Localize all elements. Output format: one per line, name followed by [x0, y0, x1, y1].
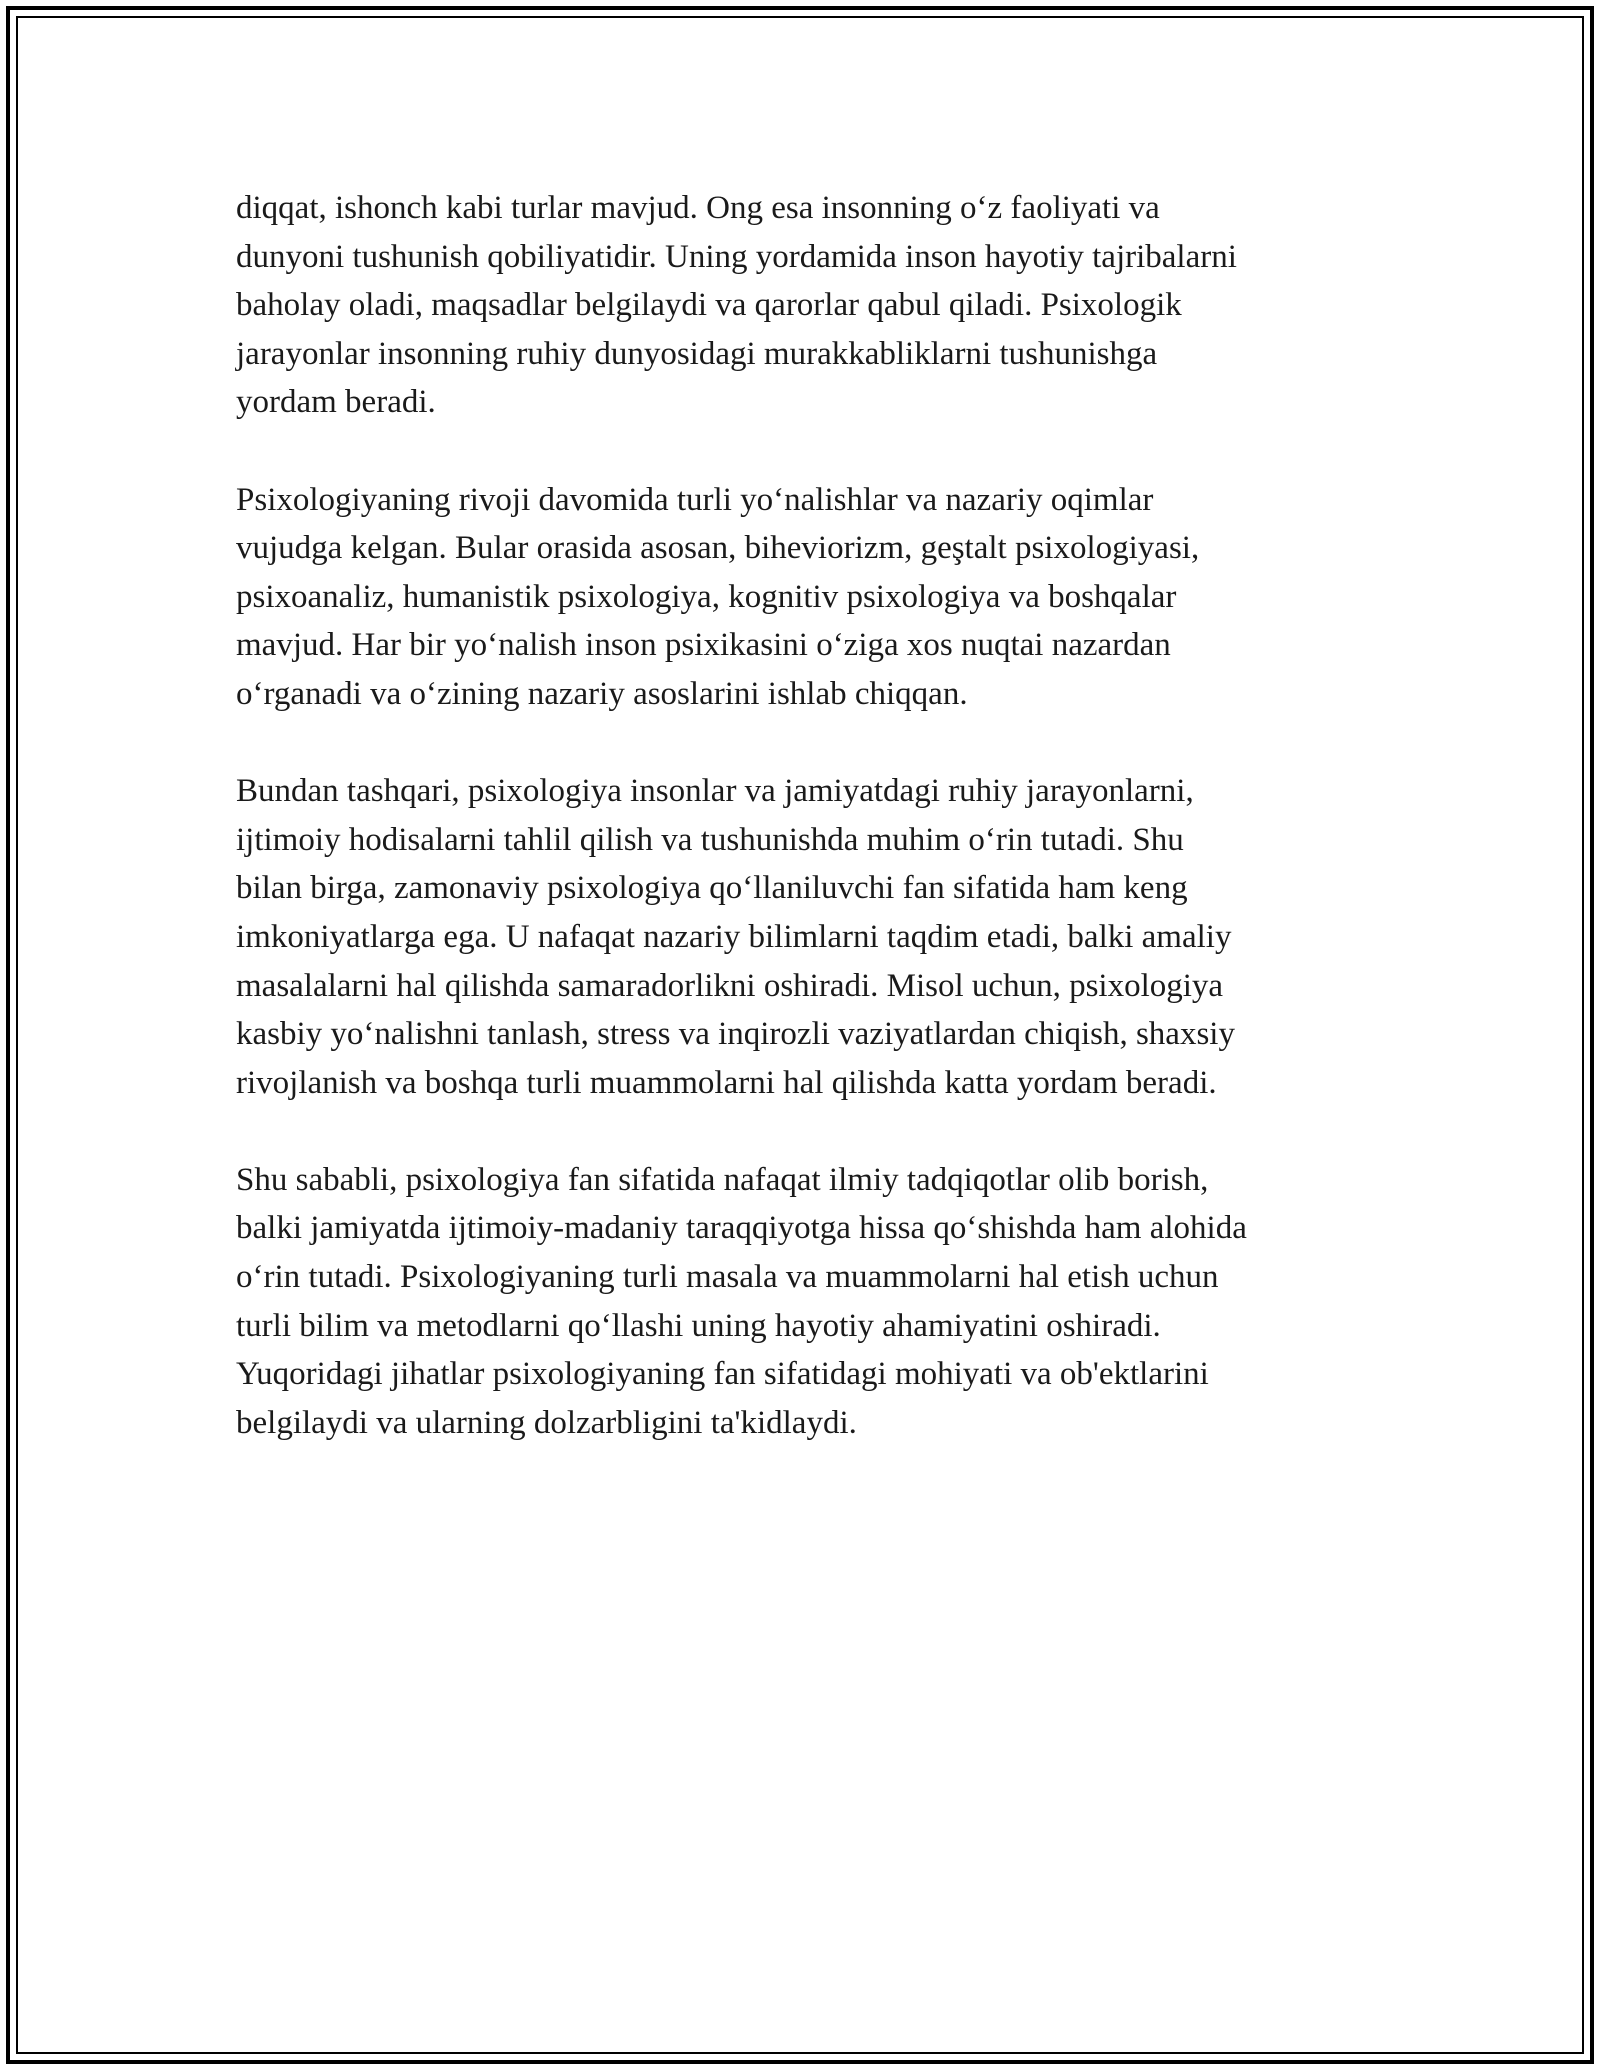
paragraph-3: Bundan tashqari, psixologiya insonlar va jamiyatdagi ruhiy jarayonlarni, ijtimoiy hodisalarni tahlil qilish va tushunishda muhim o‘rin tutadi. Shu bilan birga, zamonaviy psixologiya qo‘llaniluvchi fan sifatida ham keng imkoniyatlarga ega. U nafaqat nazariy bilimlarni taqdim etadi, balki amaliy masalalarni hal qilishda samaradorlikni oshiradi. Misol uchun, psixologiya kasbiy yo‘nalishni tanlash, stress va inqirozli vaziyatlardan chiqish, shaxsiy rivojlanish va boshqa turli muammolarni hal qilishda katta yordam beradi.	[236, 773, 1235, 1101]
document-body	[236, 184, 1366, 1447]
paragraph-4: Shu sababli, psixologiya fan sifatida nafaqat ilmiy tadqiqotlar olib borish, balki jamiyatda ijtimoiy-madaniy taraqqiyotga hissa qo‘shishda ham alohida o‘rin tutadi. Psixologiyaning turli masala va muammolarni hal etish uchun turli bilim va metodlarni qo‘llashi uning hayotiy ahamiyatini oshiradi. Yuqoridagi jihatlar psixologiyaning fan sifatidagi mohiyati va ob'ektlarini belgilaydi va ularning dolzarbligini ta'kidlaydi.	[236, 1161, 1247, 1441]
paragraph-2: Psixologiyaning rivoji davomida turli yo‘nalishlar va nazariy oqimlar vujudga kelgan. Bular orasida asosan, biheviorizm, geştalt psixologiyasi, psixoanaliz, humanistik psixologiya, kognitiv psixologiya va boshqalar mavjud. Har bir yo‘nalish inson psixikasini o‘ziga xos nuqtai nazardan o‘rganadi va o‘zining nazariy asoslarini ishlab chiqqan.	[236, 481, 1200, 712]
paragraph-1: diqqat, ishonch kabi turlar mavjud. Ong esa insonning o‘z faoliyati va dunyoni tushunish qobiliyatidir. Uning yordamida inson hayotiy tajribalarni baholay oladi, maqsadlar belgilaydi va qarorlar qabul qiladi. Psixologik jarayonlar insonning ruhiy dunyosidagi murakkabliklarni tushunishga yordam beradi.	[236, 190, 1237, 421]
